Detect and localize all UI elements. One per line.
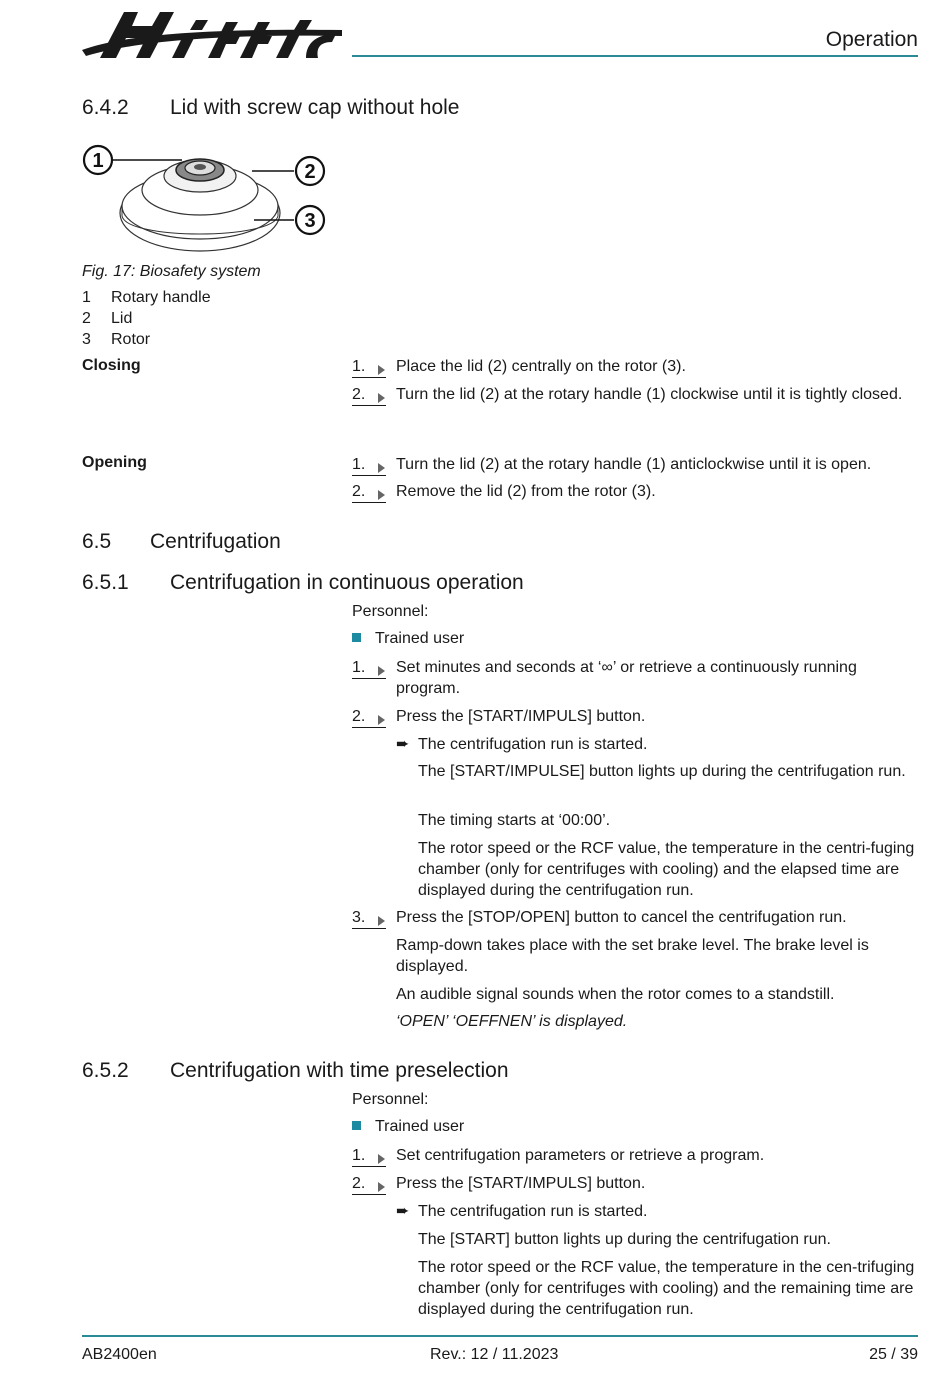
opening-step-2: 2. Remove the lid (2) from the rotor (3). [352, 481, 922, 502]
step-2: 2. Press the [START/IMPULS] button. [352, 706, 922, 727]
result-detail: The rotor speed or the RCF value, the temperature in the cen-trifuging chamber (only for centrifuges with cooling) and the remaining time are displayed during the centrifugation run. [418, 1259, 915, 1318]
personnel-label: Personnel: [352, 603, 429, 620]
closing-step-2: 2. Turn the lid (2) at the rotary handle (1) clockwise until it is tightly closed. [352, 384, 922, 405]
personnel-label: Personnel: [352, 1091, 429, 1108]
header-section-title: Operation [825, 28, 918, 51]
step-3: 3. Press the [STOP/OPEN] button to cancel the centrifugation run. [352, 907, 922, 928]
footer-rule [82, 1335, 918, 1337]
footer-page-number: 25 / 39 [869, 1346, 918, 1363]
section-title: Centrifugation in continuous operation [170, 571, 524, 594]
step-detail: An audible signal sounds when the rotor comes to a standstill. [396, 986, 835, 1003]
section-number: 6.5.2 [82, 1059, 129, 1082]
legend-item: 3 Rotor [82, 331, 151, 348]
figure-caption: Fig. 17: Biosafety system [82, 263, 261, 280]
legend-item: 2 Lid [82, 310, 133, 327]
figure-legend [82, 287, 211, 350]
section-title: Lid with screw cap without hole [170, 96, 460, 119]
biosafety-lid-figure [82, 128, 332, 263]
opening-step-1: 1. Turn the lid (2) at the rotary handle (1) anticlockwise until it is open. [352, 454, 922, 475]
opening-label: Opening [82, 454, 147, 471]
section-number: 6.5 [82, 530, 112, 553]
step-1: 1. Set centrifugation parameters or retrieve a program. [352, 1145, 922, 1166]
section-title: Centrifugation with time preselection [170, 1059, 509, 1082]
callout-2: 2 [304, 161, 316, 183]
header-rule [352, 55, 918, 57]
result-line: ➨ The centrifugation run is started. [396, 1203, 648, 1220]
result-detail: The [START/IMPULSE] button lights up during the centrifugation run. [418, 763, 906, 780]
result-arrow-icon: ➨ [396, 736, 410, 753]
personnel-bullet: Trained user [352, 630, 464, 648]
personnel-bullet: Trained user [352, 1118, 464, 1136]
result-arrow-icon: ➨ [396, 1203, 410, 1220]
section-number: 6.5.1 [82, 571, 129, 594]
footer-revision: Rev.: 12 / 11.2023 [430, 1346, 559, 1363]
callout-1: 1 [92, 150, 104, 172]
step-detail: ‘OPEN’ ‘OEFFNEN’ is displayed. [396, 1013, 628, 1030]
closing-step-1: 1. Place the lid (2) centrally on the rotor (3). [352, 356, 922, 377]
step-1: 1. Set minutes and seconds at ‘∞’ or retrieve a continuously running program. [352, 659, 857, 697]
result-detail: The [START] button lights up during the centrifugation run. [418, 1231, 831, 1248]
result-detail: The rotor speed or the RCF value, the temperature in the centri-fuging chamber (only for centrifuges with cooling) and the elapsed time are displayed during the centrifugation run. [418, 840, 915, 899]
closing-label: Closing [82, 357, 141, 374]
legend-item: 1 Rotary handle [82, 289, 211, 306]
section-title: Centrifugation [150, 530, 281, 553]
step-detail: Ramp-down takes place with the set brake level. The brake level is displayed. [396, 937, 869, 975]
callout-3: 3 [304, 210, 316, 232]
footer-doc-id: AB2400en [82, 1346, 157, 1363]
step-2: 2. Press the [START/IMPULS] button. [352, 1173, 922, 1194]
hettich-logo [80, 6, 348, 62]
section-number: 6.4.2 [82, 96, 129, 119]
result-line: ➨ The centrifugation run is started. [396, 736, 648, 753]
result-detail: The timing starts at ‘00:00’. [418, 812, 611, 829]
